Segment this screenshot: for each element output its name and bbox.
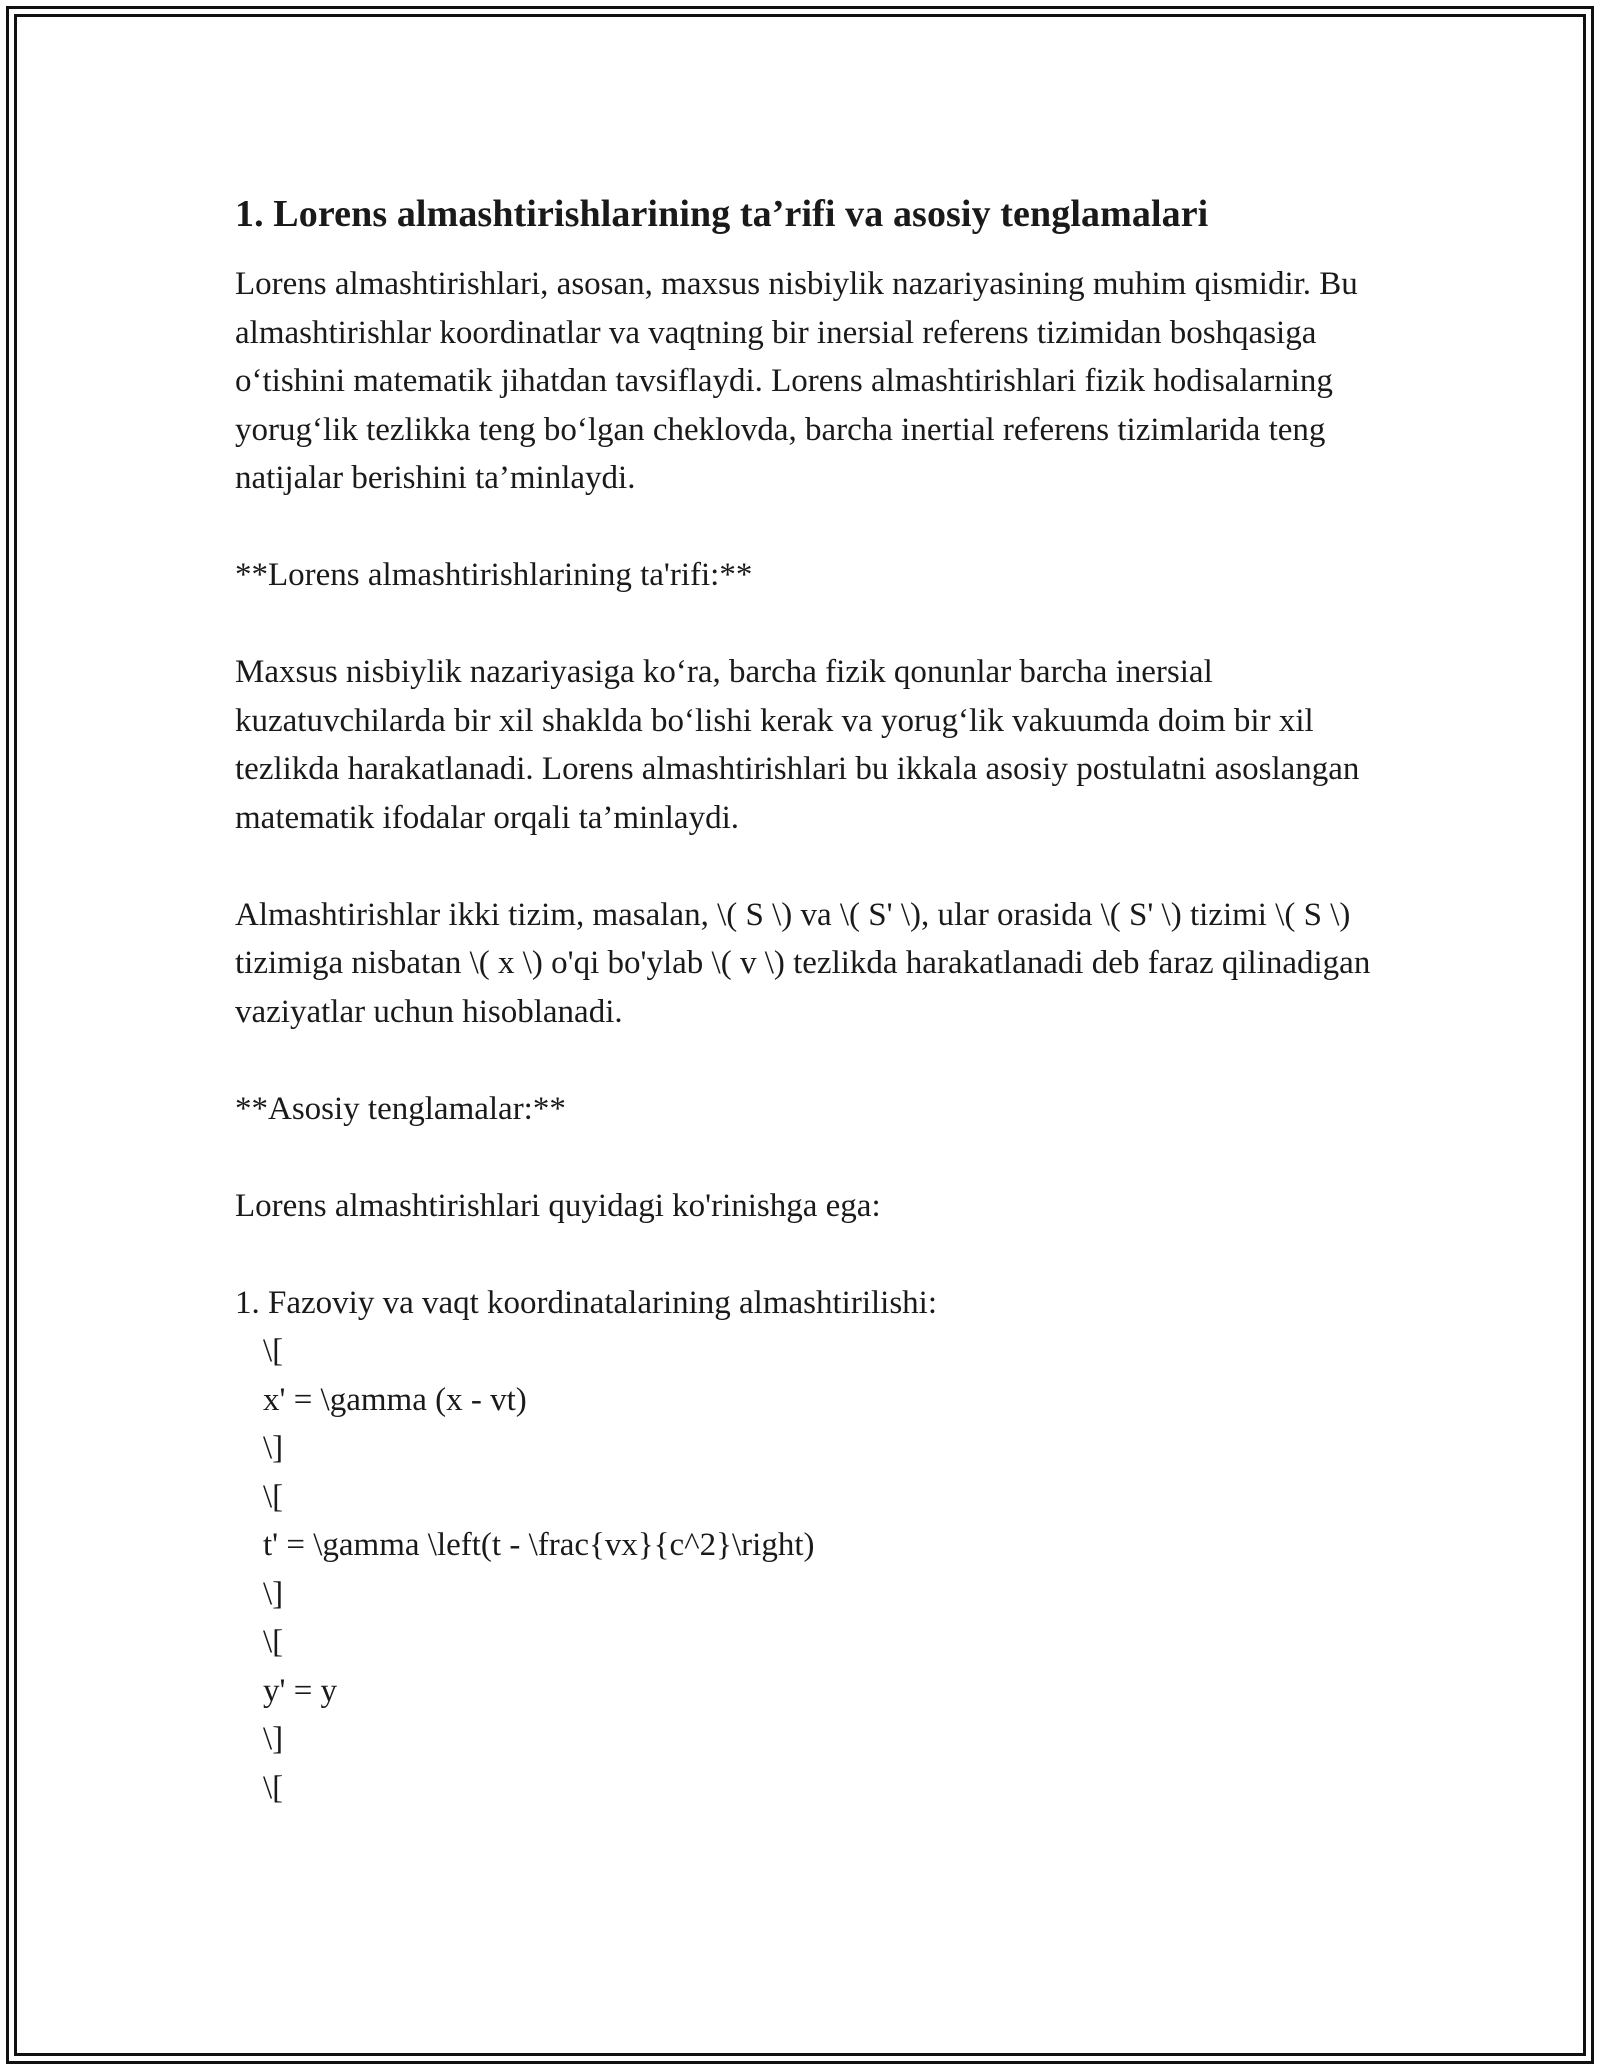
- equation-line: \]: [263, 1575, 284, 1612]
- spacer: [235, 842, 1375, 891]
- equation-line: y' = y: [263, 1672, 338, 1709]
- equation-line: \[: [263, 1333, 284, 1369]
- paragraph-postulates: Maxsus nisbiylik nazariyasiga ko‘ra, barcha fizik qonunlar barcha inersial kuzatuvchilarda bir xil shaklda bo‘lishi kerak va yorug‘lik vakuumda doim bir xil tezlikda harakatlanadi. Lorens almashtirishlari bu ikkala asosiy postulatni asoslangan matematik ifodalar orqali ta’minlaydi.: [235, 654, 1360, 836]
- equation-block: [235, 1327, 1375, 1812]
- section-heading: 1. Lorens almashtirishlarining ta’rifi va asosiy tenglamalari: [235, 193, 1209, 235]
- equation-line: \[: [263, 1624, 284, 1660]
- spacer: [235, 1133, 1375, 1182]
- spacer: [235, 1036, 1375, 1085]
- equation-line: t' = \gamma \left(t - \frac{vx}{c^2}\right): [263, 1527, 815, 1563]
- paragraph-form: Lorens almashtirishlari quyidagi ko'rinishga ega:: [235, 1187, 881, 1224]
- spacer: [235, 503, 1375, 552]
- subheading-definition: **Lorens almashtirishlarining ta'rifi:**: [235, 557, 753, 593]
- paragraph-intro: Lorens almashtirishlari, asosan, maxsus nisbiylik nazariyasining muhim qismidir. Bu almashtirishlar koordinatlar va vaqtning bir inersial referens tizimidan boshqasiga o‘tishini matematik jihatdan tavsiflaydi. Lorens almashtirishlari fizik hodisalarning yorug‘lik tezlikka teng bo‘lgan cheklovda, barcha inertial referens tizimlarida teng natijalar berishini ta’minlaydi.: [235, 266, 1358, 496]
- equation-line: \[: [263, 1478, 284, 1515]
- document-body: [235, 186, 1375, 1812]
- equation-line: \]: [263, 1721, 284, 1757]
- equation-line: \]: [263, 1430, 284, 1466]
- spacer: [235, 600, 1375, 649]
- spacer: [235, 1230, 1375, 1279]
- list-item-coordinates: 1. Fazoviy va vaqt koordinatalarining almashtirilishi:: [235, 1284, 938, 1321]
- equation-line: x' = \gamma (x - vt): [263, 1381, 527, 1418]
- equation-line: \[: [263, 1769, 284, 1806]
- subheading-equations: **Asosiy tenglamalar:**: [235, 1090, 566, 1127]
- paragraph-frames: Almashtirishlar ikki tizim, masalan, \( S \) va \( S' \), ular orasida \( S' \) tizimi \( S \) tizimiga nisbatan \( x \) o'qi bo'ylab \( v \) tezlikda harakatlanadi deb faraz qilinadigan vaziyatlar uchun hisoblanadi.: [235, 896, 1371, 1030]
